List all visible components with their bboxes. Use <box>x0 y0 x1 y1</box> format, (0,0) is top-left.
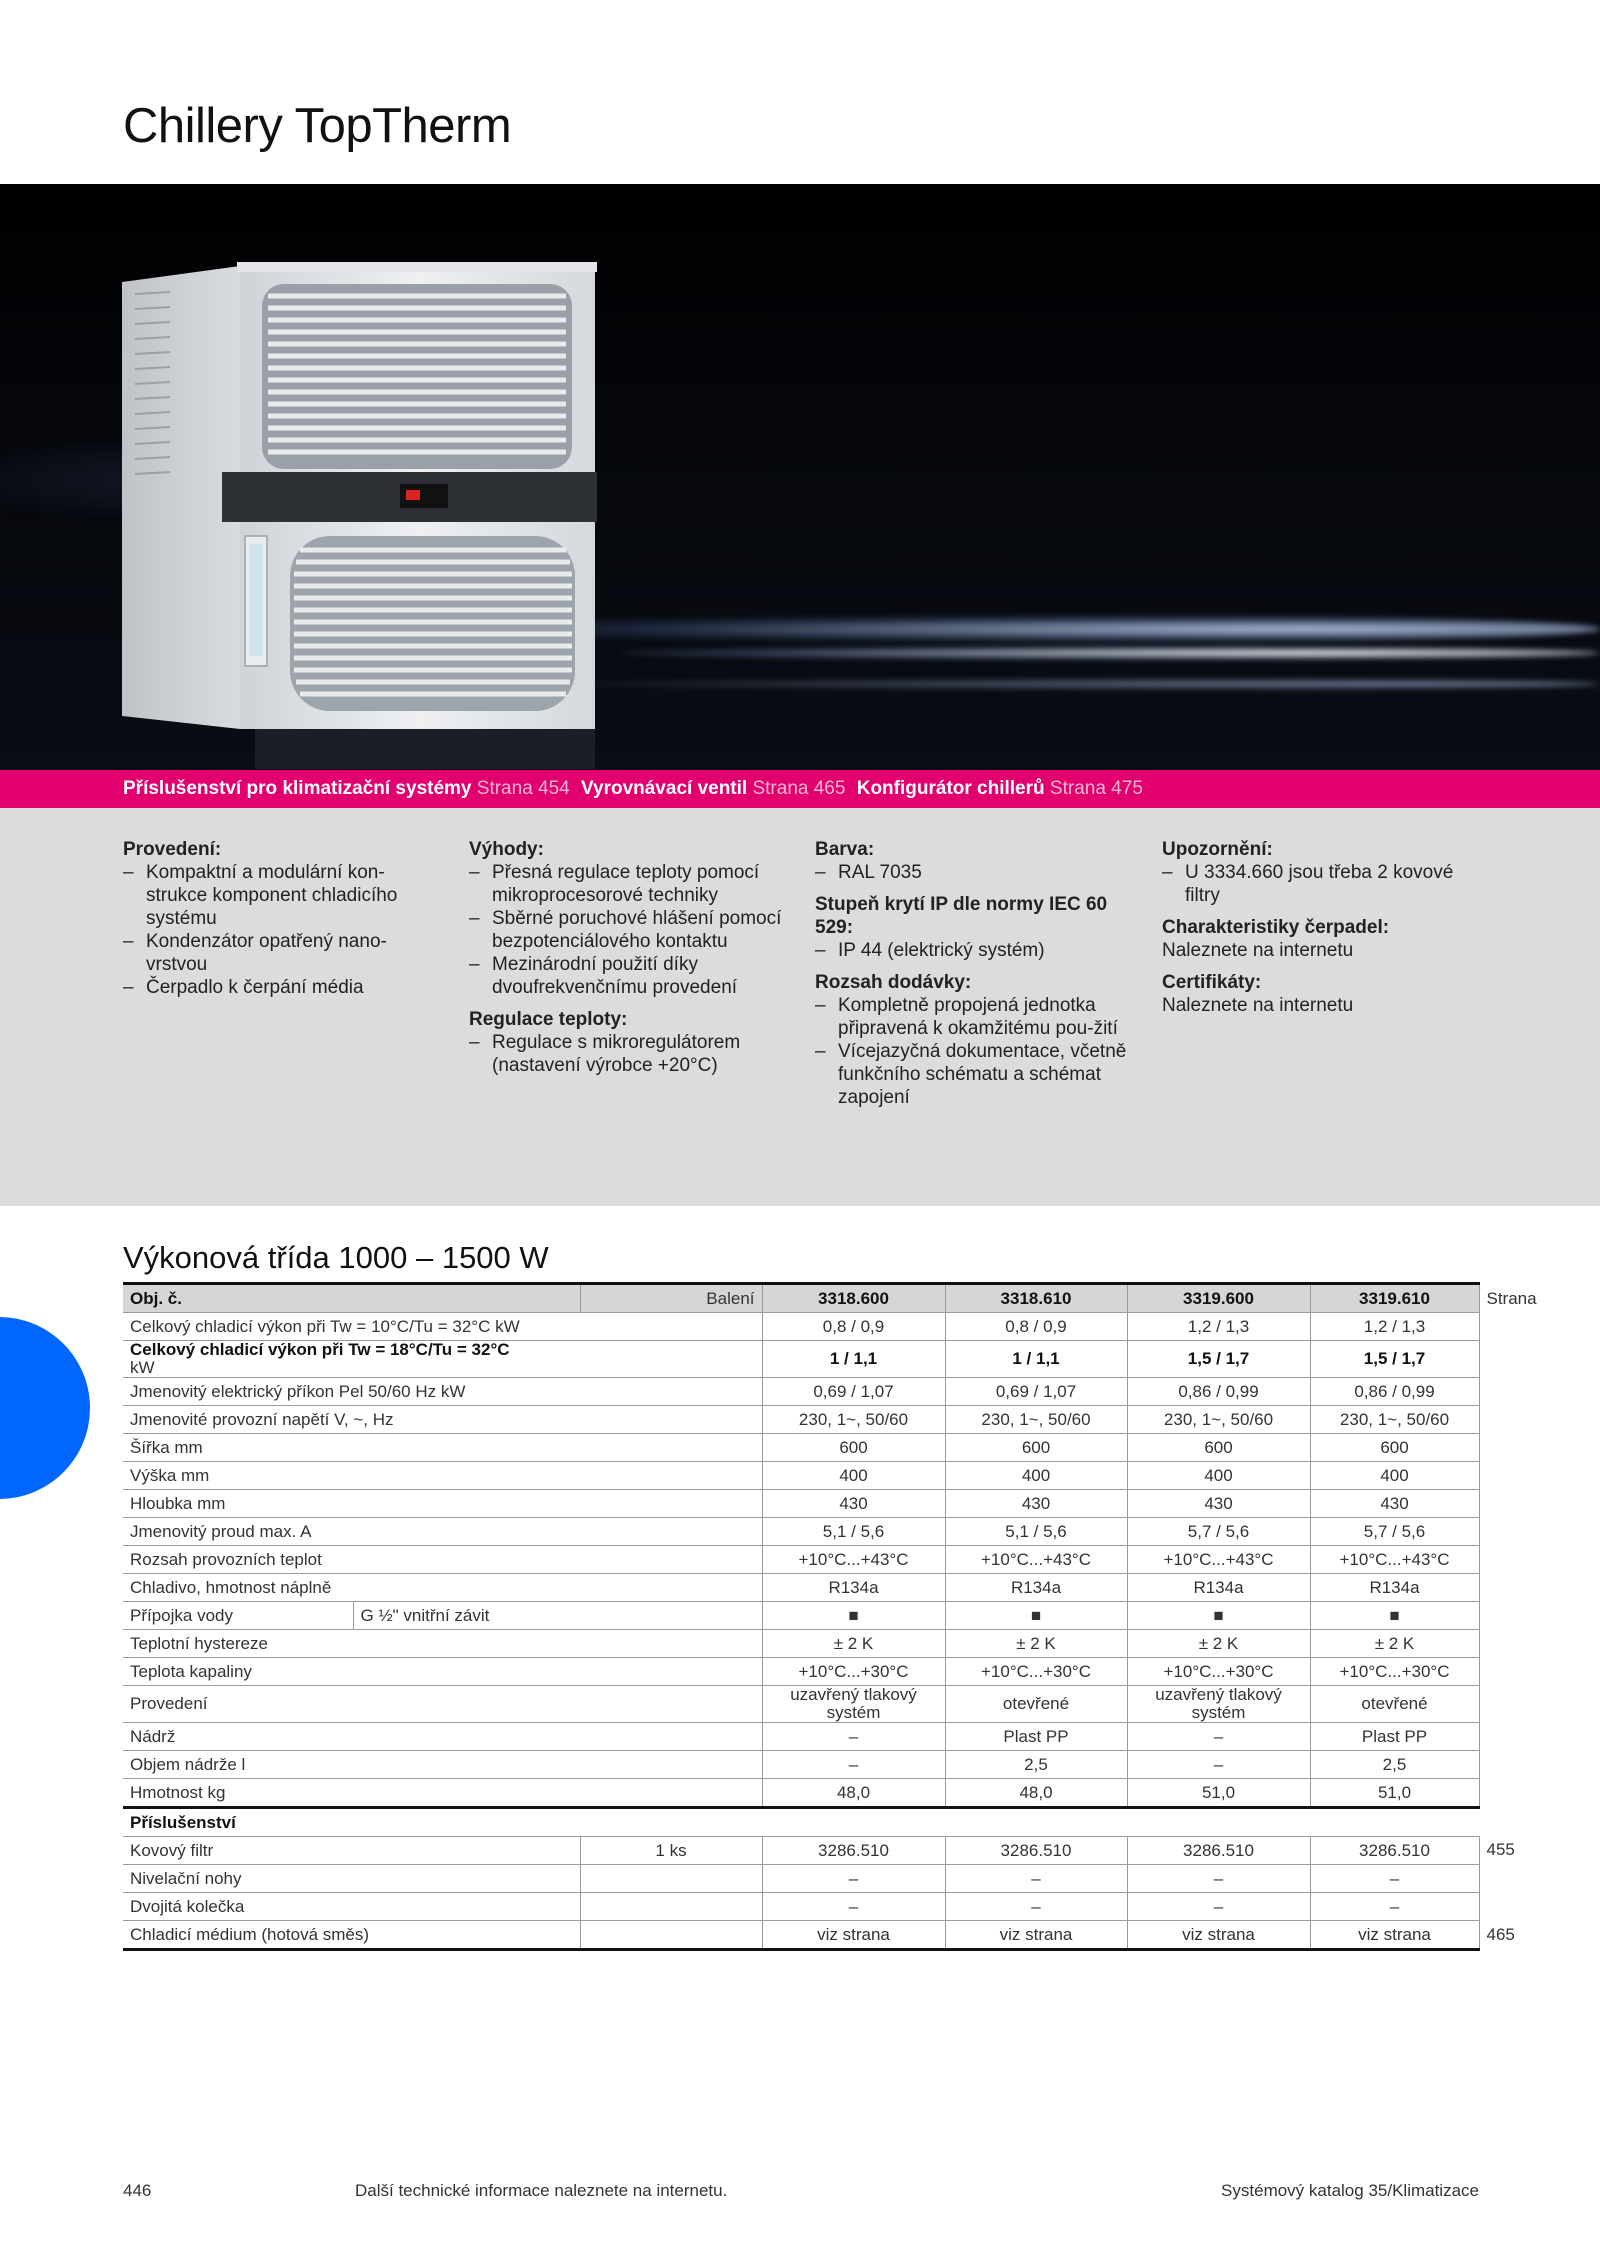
row-value: Plast PP <box>945 1723 1127 1751</box>
row-value: Plast PP <box>1310 1723 1479 1751</box>
row-label: Rozsah provozních teplot <box>123 1546 762 1574</box>
row-value: R134a <box>1310 1574 1479 1602</box>
accessory-value: viz strana <box>762 1921 945 1950</box>
row-label: Jmenovité provozní napětí V, ~, Hz <box>123 1406 762 1434</box>
row-value: 1 / 1,1 <box>762 1341 945 1378</box>
table-row <box>123 1313 1479 1341</box>
accessory-label: Kovový filtr <box>123 1837 580 1865</box>
row-value: uzavřený tlakový systém <box>762 1686 945 1723</box>
accessories-link-bar <box>0 770 1600 808</box>
row-value: ± 2 K <box>762 1630 945 1658</box>
table-row <box>123 1686 1479 1723</box>
header-order-number: Obj. č. <box>123 1284 580 1313</box>
row-value: R134a <box>1127 1574 1310 1602</box>
feature-heading: Stupeň krytí IP dle normy IEC 60 529: <box>815 894 1108 938</box>
row-value: – <box>1127 1723 1310 1751</box>
row-value: – <box>762 1751 945 1779</box>
row-value: 0,69 / 1,07 <box>945 1378 1127 1406</box>
feature-item: – Regulace s mikroregulátorem (nastavení výrobce +20°C) <box>469 1031 789 1077</box>
feature-item: – Kompletně propojená jednotka připravená k okamžitému pou-žití <box>815 994 1135 1040</box>
feature-column-upozorneni <box>1162 838 1482 1026</box>
accessory-value: viz strana <box>1127 1921 1310 1950</box>
page-title: Chillery TopTherm <box>123 99 512 153</box>
row-value: otevřené <box>945 1686 1127 1723</box>
row-value: +10°C...+43°C <box>1310 1546 1479 1574</box>
row-value: 600 <box>762 1434 945 1462</box>
row-value: 51,0 <box>1310 1779 1479 1808</box>
accessory-value: – <box>762 1893 945 1921</box>
row-value: 0,86 / 0,99 <box>1127 1378 1310 1406</box>
row-value: ± 2 K <box>1127 1630 1310 1658</box>
table-row <box>123 1602 1479 1630</box>
row-label: Přípojka vody <box>123 1602 353 1630</box>
accessory-pack <box>580 1921 762 1950</box>
row-value: 230, 1~, 50/60 <box>1127 1406 1310 1434</box>
footer-catalog: Systémový katalog 35/Klimatizace <box>1221 2181 1479 2200</box>
row-label: Celkový chladicí výkon při Tw = 10°C/Tu = 32°C kW <box>123 1313 762 1341</box>
row-value: 5,7 / 5,6 <box>1127 1518 1310 1546</box>
feature-text: Naleznete na internetu <box>1162 995 1354 1016</box>
row-value: 2,5 <box>945 1751 1127 1779</box>
row-value: ■ <box>762 1602 945 1630</box>
accessory-value: 3286.510 <box>945 1837 1127 1865</box>
accessory-link-configurator[interactable]: Konfigurátor chillerů <box>856 778 1045 799</box>
row-label: Provedení <box>123 1686 762 1723</box>
accessory-link-climate[interactable]: Příslušenství pro klimatizační systémy <box>123 778 472 799</box>
product-photo <box>0 184 1600 770</box>
row-value: 1,5 / 1,7 <box>1127 1341 1310 1378</box>
row-value: 1 / 1,1 <box>945 1341 1127 1378</box>
feature-item: – RAL 7035 <box>815 861 1135 884</box>
row-value: 230, 1~, 50/60 <box>762 1406 945 1434</box>
row-label: Hloubka mm <box>123 1490 762 1518</box>
table-row <box>123 1434 1479 1462</box>
feature-item: – Čerpadlo k čerpání média <box>123 976 443 999</box>
row-value: +10°C...+30°C <box>945 1658 1127 1686</box>
feature-heading: Regulace teploty: <box>469 1009 628 1030</box>
accessories-heading: Příslušenství <box>123 1808 1479 1837</box>
row-value: 230, 1~, 50/60 <box>945 1406 1127 1434</box>
accessory-pack <box>580 1893 762 1921</box>
row-sublabel: G ½" vnitřní závit <box>353 1602 762 1630</box>
accessory-label: Chladicí médium (hotová směs) <box>123 1921 580 1950</box>
row-value: 430 <box>1310 1490 1479 1518</box>
row-value: uzavřený tlakový systém <box>1127 1686 1310 1723</box>
feature-item: – Mezinárodní použití díky dvoufrekvenčnímu provedení <box>469 953 789 999</box>
row-value: R134a <box>762 1574 945 1602</box>
accessory-pack <box>580 1865 762 1893</box>
accessory-label: Nivelační nohy <box>123 1865 580 1893</box>
accessory-pack: 1 ks <box>580 1837 762 1865</box>
row-label: Teplotní hystereze <box>123 1630 762 1658</box>
table-row <box>123 1518 1479 1546</box>
row-value: 600 <box>1127 1434 1310 1462</box>
page-number: 446 <box>123 2181 152 2200</box>
accessory-value: – <box>1127 1865 1310 1893</box>
row-value: +10°C...+43°C <box>1127 1546 1310 1574</box>
feature-heading: Upozornění: <box>1162 839 1273 860</box>
row-value: 5,1 / 5,6 <box>945 1518 1127 1546</box>
feature-item: – Přesná regulace teploty pomocí mikroprocesorové techniky <box>469 861 789 907</box>
table-row <box>123 1630 1479 1658</box>
table-row <box>123 1723 1479 1751</box>
row-value: 0,8 / 0,9 <box>945 1313 1127 1341</box>
row-value: 51,0 <box>1127 1779 1310 1808</box>
table-row <box>123 1341 1479 1378</box>
accessory-value: viz strana <box>945 1921 1127 1950</box>
feature-heading: Barva: <box>815 839 875 860</box>
row-value: 400 <box>762 1462 945 1490</box>
feature-heading: Provedení: <box>123 839 222 860</box>
accessory-row <box>123 1865 1479 1893</box>
row-value: 0,86 / 0,99 <box>1310 1378 1479 1406</box>
accessory-link-valve[interactable]: Vyrovnávací ventil <box>581 778 748 799</box>
row-label: Nádrž <box>123 1723 762 1751</box>
row-value: ■ <box>1310 1602 1479 1630</box>
table-row <box>123 1546 1479 1574</box>
row-value: ± 2 K <box>945 1630 1127 1658</box>
feature-heading: Certifikáty: <box>1162 972 1262 993</box>
footer-note: Další technické informace naleznete na internetu. <box>355 2181 728 2200</box>
section-title: Výkonová třída 1000 – 1500 W <box>123 1240 549 1275</box>
table-row <box>123 1462 1479 1490</box>
row-value: 1,5 / 1,7 <box>1310 1341 1479 1378</box>
accessory-page-climate[interactable]: Strana 454 <box>476 778 570 799</box>
row-value: 5,1 / 5,6 <box>762 1518 945 1546</box>
accessory-value: – <box>1310 1893 1479 1921</box>
row-label: Teplota kapaliny <box>123 1658 762 1686</box>
row-label: Výška mm <box>123 1462 762 1490</box>
header-model: 3318.600 <box>762 1284 945 1313</box>
row-value: ± 2 K <box>1310 1630 1479 1658</box>
row-value: otevřené <box>1310 1686 1479 1723</box>
accessory-label: Dvojitá kolečka <box>123 1893 580 1921</box>
row-label: Jmenovitý elektrický příkon Pel 50/60 Hz kW <box>123 1378 762 1406</box>
row-value: 2,5 <box>1310 1751 1479 1779</box>
row-value: 400 <box>1310 1462 1479 1490</box>
feature-item: – U 3334.660 jsou třeba 2 kovové filtry <box>1162 861 1482 907</box>
accessory-value: – <box>1127 1893 1310 1921</box>
row-label <box>123 1341 762 1378</box>
row-label: Šířka mm <box>123 1434 762 1462</box>
header-packaging: Balení <box>580 1284 762 1313</box>
row-value: +10°C...+30°C <box>1310 1658 1479 1686</box>
row-value: ■ <box>945 1602 1127 1630</box>
row-value: 600 <box>945 1434 1127 1462</box>
accessory-row: Chladicí médium (hotová směs) viz strana viz strana viz strana viz strana 465 <box>123 1921 1479 1950</box>
accessory-value: – <box>1310 1865 1479 1893</box>
row-label: Hmotnost kg <box>123 1779 762 1808</box>
row-value: ■ <box>1127 1602 1310 1630</box>
table-header-row: Obj. č. Balení 3318.600 3318.610 3319.600 3319.610 Strana <box>123 1284 1479 1313</box>
feature-heading: Charakteristiky čerpadel: <box>1162 917 1390 938</box>
row-value: R134a <box>945 1574 1127 1602</box>
row-label: Objem nádrže l <box>123 1751 762 1779</box>
accessory-row: Kovový filtr 1 ks 3286.510 3286.510 3286.510 3286.510 455 <box>123 1837 1479 1865</box>
row-value: 230, 1~, 50/60 <box>1310 1406 1479 1434</box>
accessory-value: 3286.510 <box>1310 1837 1479 1865</box>
accessory-value: 3286.510 <box>762 1837 945 1865</box>
feature-item: – Kondenzátor opatřený nano-vrstvou <box>123 930 443 976</box>
row-value: +10°C...+43°C <box>945 1546 1127 1574</box>
feature-item: – Kompaktní a modulární kon-strukce komponent chladicího systému <box>123 861 443 930</box>
row-value: 5,7 / 5,6 <box>1310 1518 1479 1546</box>
feature-item: – Sběrné poruchové hlášení pomocí bezpotenciálového kontaktu <box>469 907 789 953</box>
accessory-value: – <box>945 1893 1127 1921</box>
accessory-value: 3286.510 <box>1127 1837 1310 1865</box>
row-value: 400 <box>945 1462 1127 1490</box>
row-label: Chladivo, hmotnost náplně <box>123 1574 762 1602</box>
spec-table <box>123 1282 1537 1951</box>
accessory-page-configurator[interactable]: Strana 475 <box>1049 778 1143 799</box>
table-row <box>123 1490 1479 1518</box>
row-label-bold: Celkový chladicí výkon při Tw = 18°C/Tu = 32°C <box>130 1340 510 1359</box>
table-row <box>123 1779 1479 1808</box>
feature-heading: Rozsah dodávky: <box>815 972 972 993</box>
table-row <box>123 1574 1479 1602</box>
table-row <box>123 1751 1479 1779</box>
row-value: 48,0 <box>945 1779 1127 1808</box>
feature-column-barva <box>815 838 1135 1118</box>
row-label: Jmenovitý proud max. A <box>123 1518 762 1546</box>
chapter-tab-marker <box>0 1317 90 1499</box>
row-value: 430 <box>762 1490 945 1518</box>
row-value: +10°C...+43°C <box>762 1546 945 1574</box>
accessories-heading-row <box>123 1808 1479 1837</box>
row-value: 0,69 / 1,07 <box>762 1378 945 1406</box>
table-row <box>123 1658 1479 1686</box>
row-value: 430 <box>1127 1490 1310 1518</box>
feature-heading: Výhody: <box>469 839 544 860</box>
accessory-value: viz strana <box>1310 1921 1479 1950</box>
row-value: 1,2 / 1,3 <box>1127 1313 1310 1341</box>
feature-column-provedeni <box>123 838 443 1008</box>
feature-text: Naleznete na internetu <box>1162 940 1354 961</box>
table-row <box>123 1406 1479 1434</box>
row-value: – <box>1127 1751 1310 1779</box>
row-value: – <box>762 1723 945 1751</box>
row-value: 430 <box>945 1490 1127 1518</box>
row-value: 48,0 <box>762 1779 945 1808</box>
row-value: 1,2 / 1,3 <box>1310 1313 1479 1341</box>
header-model: 3319.610 <box>1310 1284 1479 1313</box>
feature-column-vyhody <box>469 838 789 1086</box>
feature-item: – Vícejazyčná dokumentace, včetně funkčního schématu a schémat zapojení <box>815 1040 1135 1109</box>
row-value: +10°C...+30°C <box>762 1658 945 1686</box>
header-model: 3318.610 <box>945 1284 1127 1313</box>
row-value: 400 <box>1127 1462 1310 1490</box>
table-row <box>123 1378 1479 1406</box>
chiller-unit-illustration <box>0 184 1600 770</box>
row-value: 600 <box>1310 1434 1479 1462</box>
row-label-unit: kW <box>130 1358 155 1377</box>
header-model: 3319.600 <box>1127 1284 1310 1313</box>
features-box <box>0 808 1600 1206</box>
feature-item: – IP 44 (elektrický systém) <box>815 939 1135 962</box>
accessory-row <box>123 1893 1479 1921</box>
accessory-page-valve[interactable]: Strana 465 <box>752 778 846 799</box>
row-value: 0,8 / 0,9 <box>762 1313 945 1341</box>
row-value: +10°C...+30°C <box>1127 1658 1310 1686</box>
accessory-value: – <box>762 1865 945 1893</box>
accessory-value: – <box>945 1865 1127 1893</box>
